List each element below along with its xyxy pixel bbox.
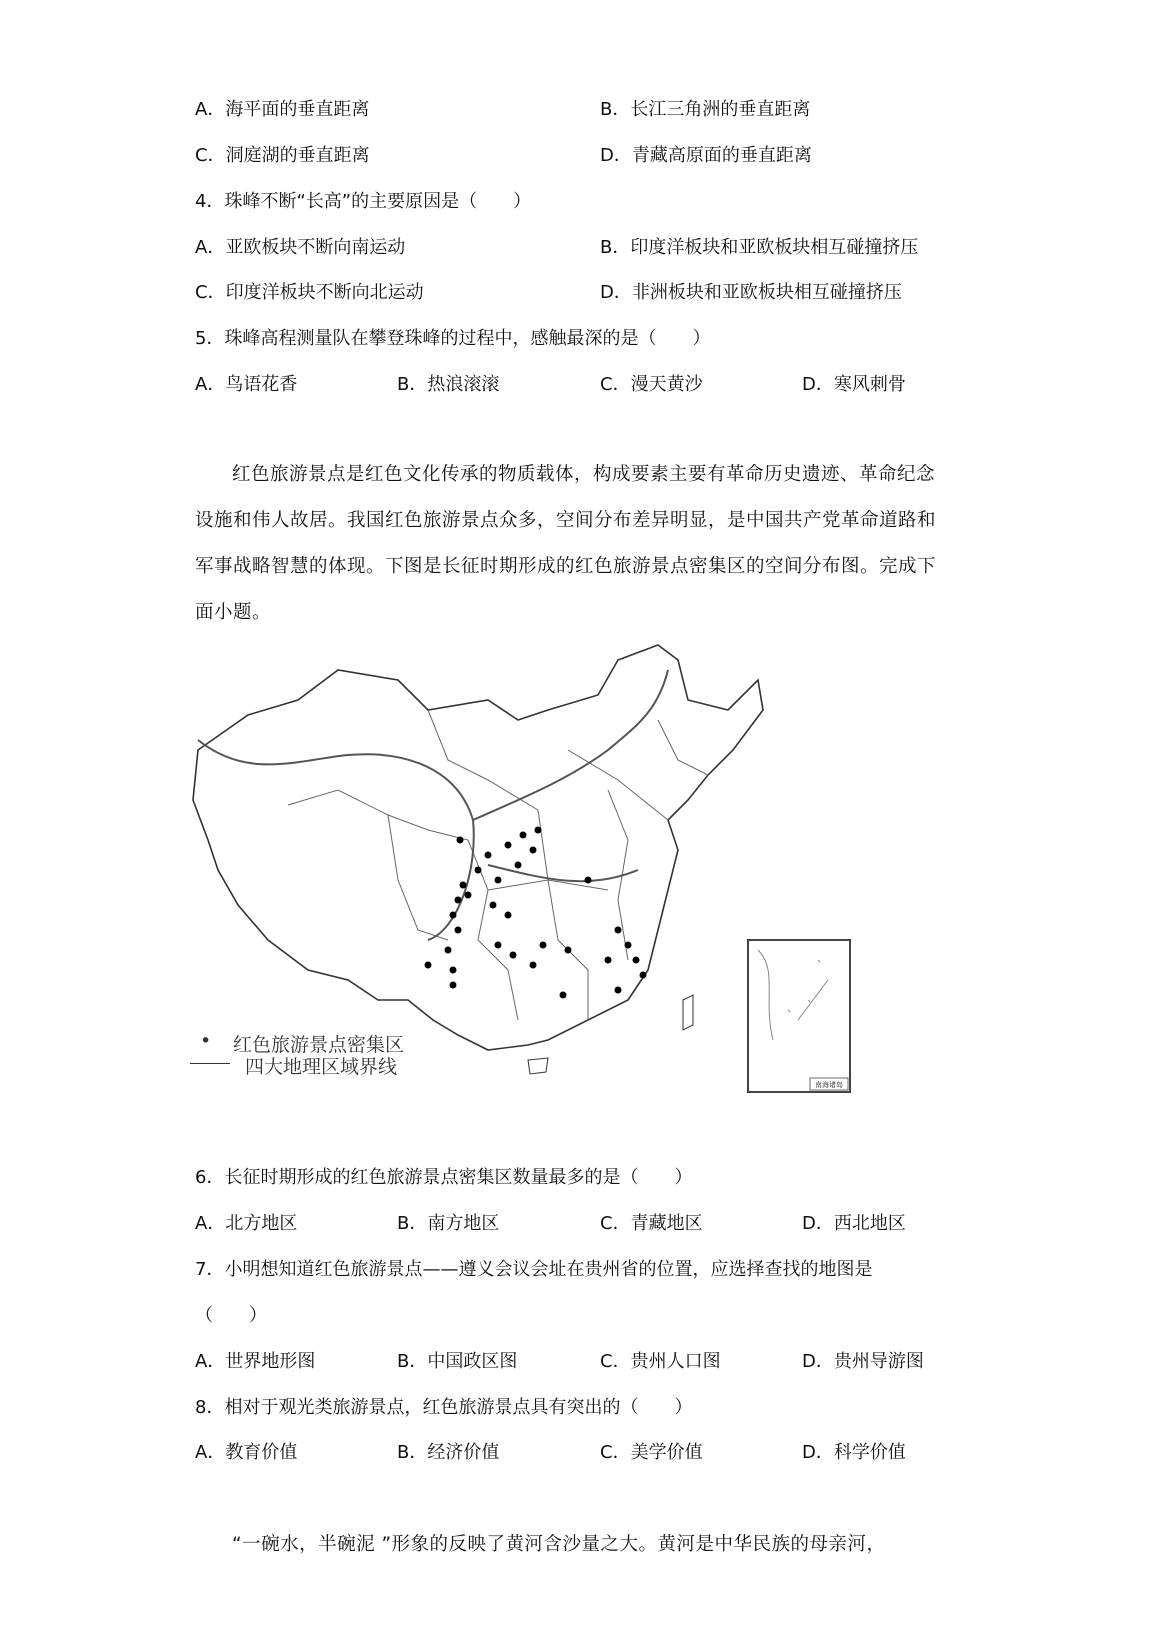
- q5-option-d: D．寒风刺骨: [802, 374, 906, 395]
- china-outline: [193, 645, 763, 1050]
- q6-option-c: C．青藏地区: [600, 1213, 703, 1234]
- q8-option-d: D．科学价值: [802, 1442, 906, 1463]
- q4-option-b: B．印度洋板块和亚欧板块相互碰撞挤压: [600, 237, 919, 258]
- q6-option-d: D．西北地区: [802, 1213, 906, 1234]
- red-tourism-dots: [425, 827, 647, 999]
- inset-label: 南海诸岛: [815, 1081, 843, 1089]
- q7-option-b: B．中国政区图: [397, 1351, 518, 1372]
- legend-dot-icon: •: [200, 1030, 212, 1052]
- q5-stem: 5．珠峰高程测量队在攀登珠峰的过程中，感触最深的是（ ）: [195, 328, 711, 349]
- taiwan-island: [683, 995, 693, 1030]
- hainan-island: [528, 1058, 548, 1074]
- q4-option-a: A．亚欧板块不断向南运动: [195, 237, 406, 258]
- q6-option-a: A．北方地区: [195, 1213, 298, 1234]
- passage-red-tourism: 红色旅游景点是红色文化传承的物质载体，构成要素主要有革命历史遗迹、革命纪念设施和伟人故居。我国红色旅游景点众多，空间分布差异明显，是中国共产党革命道路和军事战略智慧的体现。下图是长征时期形成的红色旅游景点密集区的空间分布图。完成下面小题。: [195, 464, 937, 623]
- q5-option-c: C．漫天黄沙: [600, 374, 703, 395]
- passage-yellow-river: “一碗水，半碗泥 ”形象的反映了黄河含沙量之大。黄河是中华民族的母亲河，: [232, 1534, 886, 1555]
- legend-dot-label: 红色旅游景点密集区: [233, 1034, 405, 1056]
- q7-option-d: D．贵州导游图: [802, 1351, 924, 1372]
- q6-option-b: B．南方地区: [397, 1213, 500, 1234]
- q4-option-c: C．印度洋板块不断向北运动: [195, 282, 424, 303]
- q8-stem: 8．相对于观光类旅游景点，红色旅游景点具有突出的（ ）: [195, 1397, 693, 1418]
- q3-option-c: C．洞庭湖的垂直距离: [195, 145, 370, 166]
- q5-option-b: B．热浪滚滚: [397, 374, 500, 395]
- q6-stem: 6．长征时期形成的红色旅游景点密集区数量最多的是（ ）: [195, 1167, 693, 1188]
- q5-option-a: A．鸟语花香: [195, 374, 298, 395]
- south-china-sea-inset: [748, 940, 850, 1092]
- q7-stem: 7．小明想知道红色旅游景点——遵义会议会址在贵州省的位置，应选择查找的地图是: [195, 1259, 873, 1280]
- q4-option-d: D．非洲板块和亚欧板块相互碰撞挤压: [600, 282, 902, 303]
- q8-option-c: C．美学价值: [600, 1442, 703, 1463]
- legend-line-label: 四大地理区域界线: [245, 1056, 398, 1078]
- q7-option-c: C．贵州人口图: [600, 1351, 721, 1372]
- q3-option-a: A．海平面的垂直距离: [195, 99, 370, 120]
- legend-line-icon: [190, 1063, 230, 1064]
- q8-option-a: A．教育价值: [195, 1442, 298, 1463]
- q4-stem: 4．珠峰不断“长高”的主要原因是（ ）: [195, 191, 532, 212]
- q7-stem-blank: （ ）: [195, 1305, 267, 1326]
- q7-option-a: A．世界地形图: [195, 1351, 316, 1372]
- q3-option-b: B．长江三角洲的垂直距离: [600, 99, 811, 120]
- q8-option-b: B．经济价值: [397, 1442, 500, 1463]
- q3-option-d: D．青藏高原面的垂直距离: [600, 145, 812, 166]
- region-boundary-line: [198, 670, 668, 940]
